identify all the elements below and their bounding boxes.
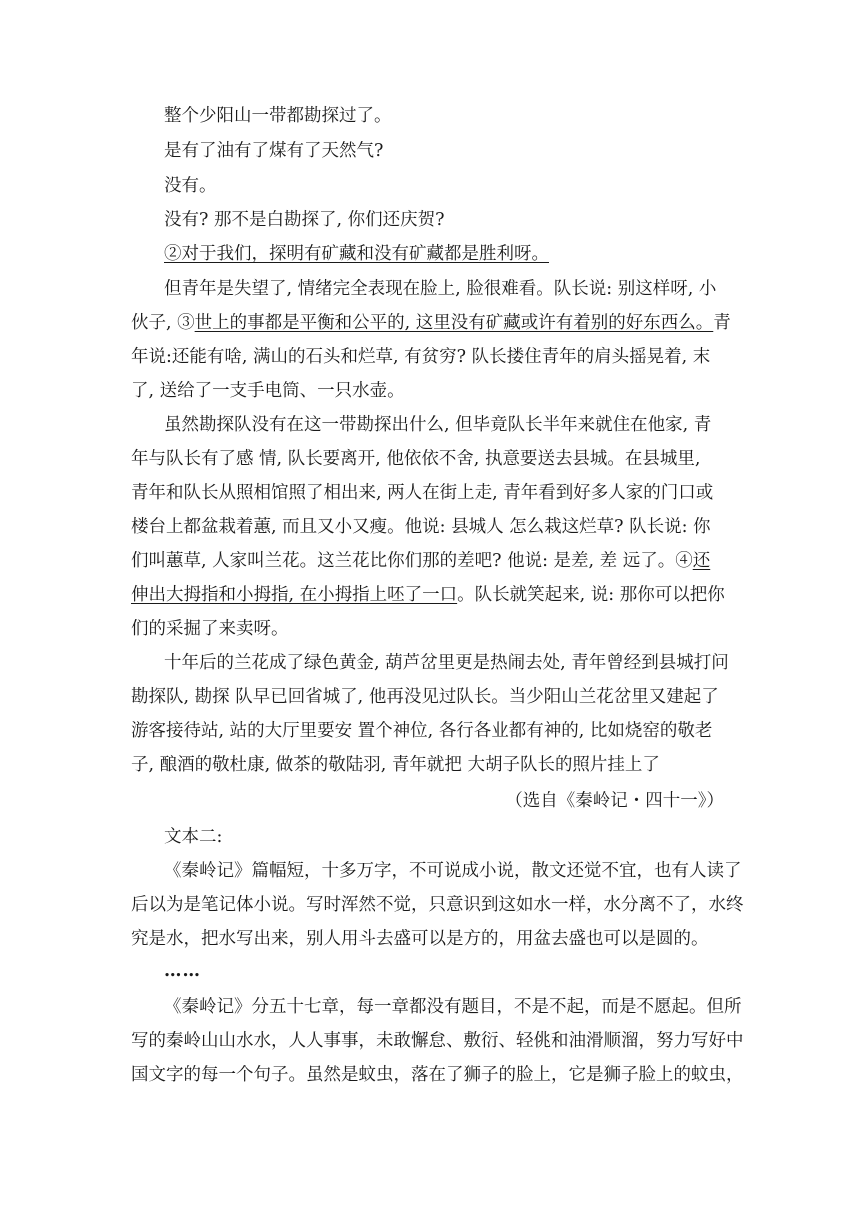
source-citation: （选自《秦岭记・四十一》） [505,791,724,811]
text-line: 没有。 [164,176,217,196]
text-span: 。队长就笑起来, 说: 那你可以把你 [457,585,725,605]
paragraph-line: 游客接待站, 站的大厅里要安 置个神位, 各行各业都有神的, 比如烧窑的敬老 [131,721,713,741]
paragraph-line [131,549,710,573]
ellipsis: …… [164,961,201,981]
paragraph-line: 究是水，把水写出来，别人用斗去盛可以是方的，用盆去盛也可以是圆的。 [131,929,709,949]
paragraph-line: 写的秦岭山山水水，人人事事，未敢懈怠、敷衍、轻佻和油滑顺溜，努力写好中 [131,1031,744,1051]
paragraph-line: 勘探队, 勘探 队早已回省城了, 他再没见过队长。当少阳山兰花岔里又建起了 [131,687,719,707]
text-span: 们叫蕙草, 人家叫兰花。这兰花比你们那的差吧? 他说: 是差, 差 远了。④ [131,551,693,571]
paragraph-line: 但青年是失望了, 情绪完全表现在脸上, 脸很难看。队长说: 别这样呀, 小 [164,279,717,299]
paragraph-line [131,583,725,607]
paragraph-line [131,311,731,335]
text-line: 整个少阳山一带都勘探过了。 [164,106,392,126]
paragraph-line: 楼台上都盆栽着蕙, 而且又小又瘦。他说: 县城人 怎么栽这烂草? 队长说: 你 [131,517,711,537]
paragraph-line: 《秦岭记》篇幅短，十多万字，不可说成小说，散文还觉不宜，也有人读了 [164,861,742,881]
paragraph-line: 国文字的每一个句子。虽然是蚊虫，落在了狮子的脸上，它是狮子脸上的蚊虫， [131,1065,744,1085]
underlined-sentence-3: 世上的事都是平衡和公平的, 这里没有矿藏或许有着别的好东西么。 [194,313,714,333]
paragraph-line: 了, 送给了一支手电筒、一只水壶。 [131,381,405,401]
section-heading: 文本二: [164,827,223,847]
underlined-sentence-4-start: 还 [692,551,711,571]
paragraph-line: 们的采掘了来卖呀。 [131,619,289,639]
text-span: 青 [713,313,731,333]
underlined-sentence-4: 伸出大拇指和小拇指, 在小拇指上呸了一口 [131,585,458,605]
paragraph-line: 年与队长有了感 情, 队长要离开, 他依依不舍, 执意要送去县城。在县城里, [131,449,701,469]
underlined-sentence-2: ②对于我们，探明有矿藏和没有矿藏都是胜利呀。 [164,244,549,264]
paragraph-line: 年说:还能有啥, 满山的石头和烂草, 有贫穷? 队长搂住青年的肩头摇晃着, 末 [131,347,711,367]
text-line: 是有了油有了煤有了天然气? [164,141,384,161]
paragraph-line: 《秦岭记》分五十七章，每一章都没有题目，不是不起，而是不愿起。但所 [164,997,742,1017]
text-line: 没有? 那不是白勘探了, 你们还庆贺? [164,210,445,230]
paragraph-line: 十年后的兰花成了绿色黄金, 葫芦岔里更是热闹去处, 青年曾经到县城打问 [164,653,729,673]
text-span: 伙子, ③ [131,313,195,333]
paragraph-line: 后以为是笔记体小说。写时浑然不觉，只意识到这如水一样，水分离不了，水终 [131,895,744,915]
paragraph-line: 虽然勘探队没有在这一带勘探出什么, 但毕竟队长半年来就住在他家, 青 [164,415,712,435]
paragraph-line: 青年和队长从照相馆照了相出来, 两人在街上走, 青年看到好多人家的门口或 [131,483,714,503]
paragraph-line: 子, 酿酒的敬杜康, 做茶的敬陆羽, 青年就把 大胡子队长的照片挂上了 [131,755,660,775]
